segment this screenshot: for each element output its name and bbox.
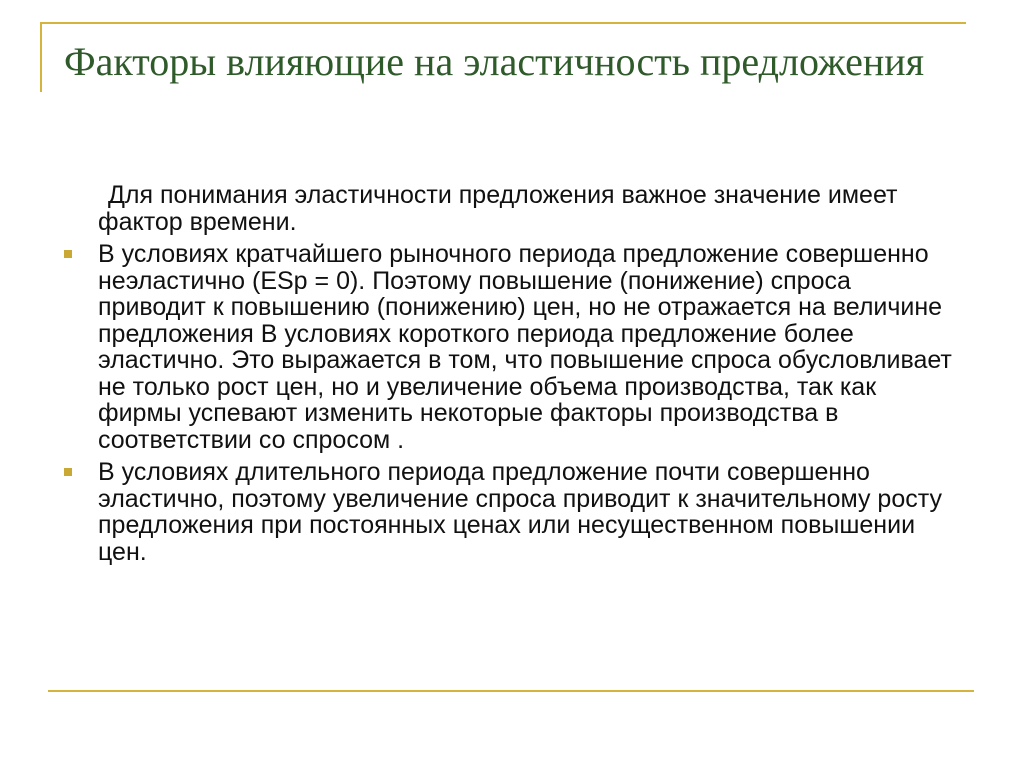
bullet-text-1: В условиях кратчайшего рыночного периода предложение совершенно неэластично (ESp = 0). Поэтому повышение (понижение) спроса приводит к повышению (понижению) цен, но не отражается на величине предложения В условиях короткого периода предложение более эластично. Это выражается в том, что повышение спроса обусловливает не только рост цен, но и увеличение объема производства, так как фирмы успевают изменить некоторые факторы производства в соответствии со спросом . bbox=[98, 240, 952, 454]
bullet-text-2: В условиях длительного периода предложение почти совершенно эластично, поэтому увеличение спроса приводит к значительному росту предложения при постоянных ценах или несущественном повышении цен. bbox=[98, 458, 942, 566]
square-bullet-icon bbox=[64, 250, 72, 258]
top-accent-rule bbox=[40, 22, 966, 24]
left-accent-rule bbox=[40, 22, 42, 92]
square-bullet-icon bbox=[64, 468, 72, 476]
slide-title: Факторы влияющие на эластичность предложения bbox=[64, 39, 925, 84]
slide-body bbox=[64, 182, 964, 571]
bottom-accent-rule bbox=[48, 690, 974, 692]
bullet-item-1 bbox=[64, 241, 964, 453]
bullet-item-2 bbox=[64, 459, 964, 565]
intro-paragraph: Для понимания эластичности предложения важное значение имеет фактор времени. bbox=[98, 181, 898, 236]
